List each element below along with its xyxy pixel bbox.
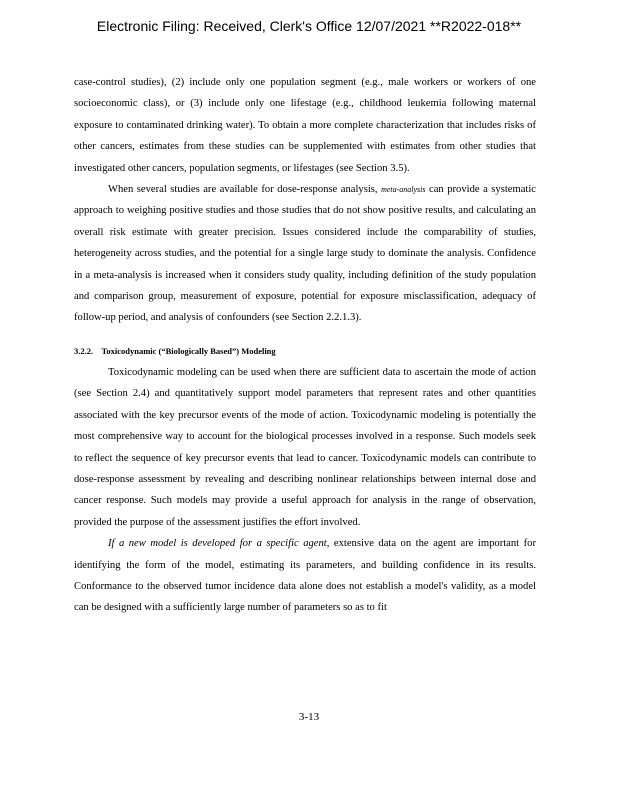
section-title: Toxicodynamic (“Biologically Based”) Modeling [101, 345, 276, 356]
filing-stamp-header: Electronic Filing: Received, Clerk's Office 12/07/2021 **R2022-018** [96, 18, 522, 34]
meta-analysis-term: meta-analysis [381, 185, 426, 195]
meta-analysis-intro: When several studies are available for dose-response analysis, [108, 184, 378, 196]
section-number: 3.2.2. [74, 345, 94, 356]
document-body [74, 72, 536, 619]
paragraph-meta-analysis [74, 179, 536, 329]
page-number: 3-13 [298, 711, 320, 723]
new-model-text: , extensive data on the agent are important for identifying the form of the model, estimating its parameters, and building confidence in its results. Conformance to the observed tumor incidence data alone does not establish a model's validity, as a model can be designed with a sufficiently large number of parameters so as to fit [74, 538, 536, 614]
section-heading [74, 341, 536, 362]
paragraph-study-limitations: case-control studies), (2) include only one population segment (e.g., male workers or workers of one socioeconomic class), or (3) include only one lifestage (e.g., childhood leukemia following maternal exposure to contaminated drinking water). To obtain a more complete characterization that includes risks of other cancers, estimates from these studies can be supplemented with estimates from other studies that investigated other cancers, population segments, or lifestages (see Section 3.5). [74, 77, 536, 174]
paragraph-new-model [74, 533, 536, 619]
new-model-italic-lead: If a new model is developed for a specific agent [108, 538, 327, 550]
meta-analysis-text: can provide a systematic approach to weighing positive studies and those studies that do not show positive results, and calculating an overall risk estimate with greater precision. Issues considered include the comparability of studies, heterogeneity across studies, and the potential for a single large study to dominate the analysis. Confidence in a meta-analysis is increased when it considers study quality, including definition of the study population and comparison group, measurement of exposure, potential for exposure misclassification, adequacy of follow-up period, and analysis of confounders (see Section 2.2.1.3). [74, 184, 537, 324]
paragraph-toxicodynamic-modeling: Toxicodynamic modeling can be used when there are sufficient data to ascertain the mode of action (see Section 2.4) and quantitatively support model parameters that represent rates and other quantities associated with the key precursor events of the mode of action. Toxicodynamic modeling is potentially the most comprehensive way to account for the biological processes involved in a response. Such models seek to reflect the sequence of key precursor events that lead to cancer. Toxicodynamic models can contribute to dose-response assessment by revealing and describing nonlinear relationships between internal dose and cancer response. Such models may provide a useful approach for analysis in the range of observation, provided the purpose of the assessment justifies the effort involved. [74, 366, 536, 528]
